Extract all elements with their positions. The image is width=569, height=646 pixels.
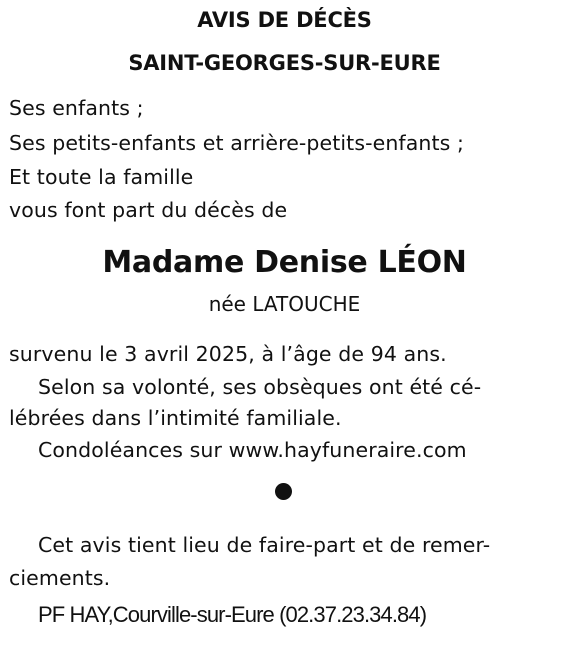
separator-bullet xyxy=(275,483,292,500)
family-line-2: Ses petits-enfants et arrière-petits-enfants ; xyxy=(9,131,465,155)
family-line-4: vous font part du décès de xyxy=(9,198,288,222)
family-line-1: Ses enfants ; xyxy=(9,96,144,120)
family-line-3: Et toute la famille xyxy=(9,165,194,189)
deceased-maiden-name: née LATOUCHE xyxy=(208,292,361,316)
deceased-name: Madame Denise LÉON xyxy=(102,245,467,280)
details-line-2: Selon sa volonté, ses obsèques ont été cé- xyxy=(38,375,482,399)
notice-title: AVIS DE DÉCÈS xyxy=(197,8,372,32)
closing-line-1: Cet avis tient lieu de faire-part et de remer- xyxy=(38,533,491,557)
details-line-3: lébrées dans l’intimité familiale. xyxy=(9,406,342,430)
closing-line-2: ciements. xyxy=(9,566,111,590)
condolences-line: Condoléances sur www.hayfuneraire.com xyxy=(38,438,467,462)
notice-location: SAINT-GEORGES-SUR-EURE xyxy=(128,51,441,75)
details-line-1: survenu le 3 avril 2025, à l’âge de 94 ans. xyxy=(9,342,447,366)
funeral-home-signature: PF HAY,Courville-sur-Eure (02.37.23.34.84) xyxy=(38,602,427,627)
